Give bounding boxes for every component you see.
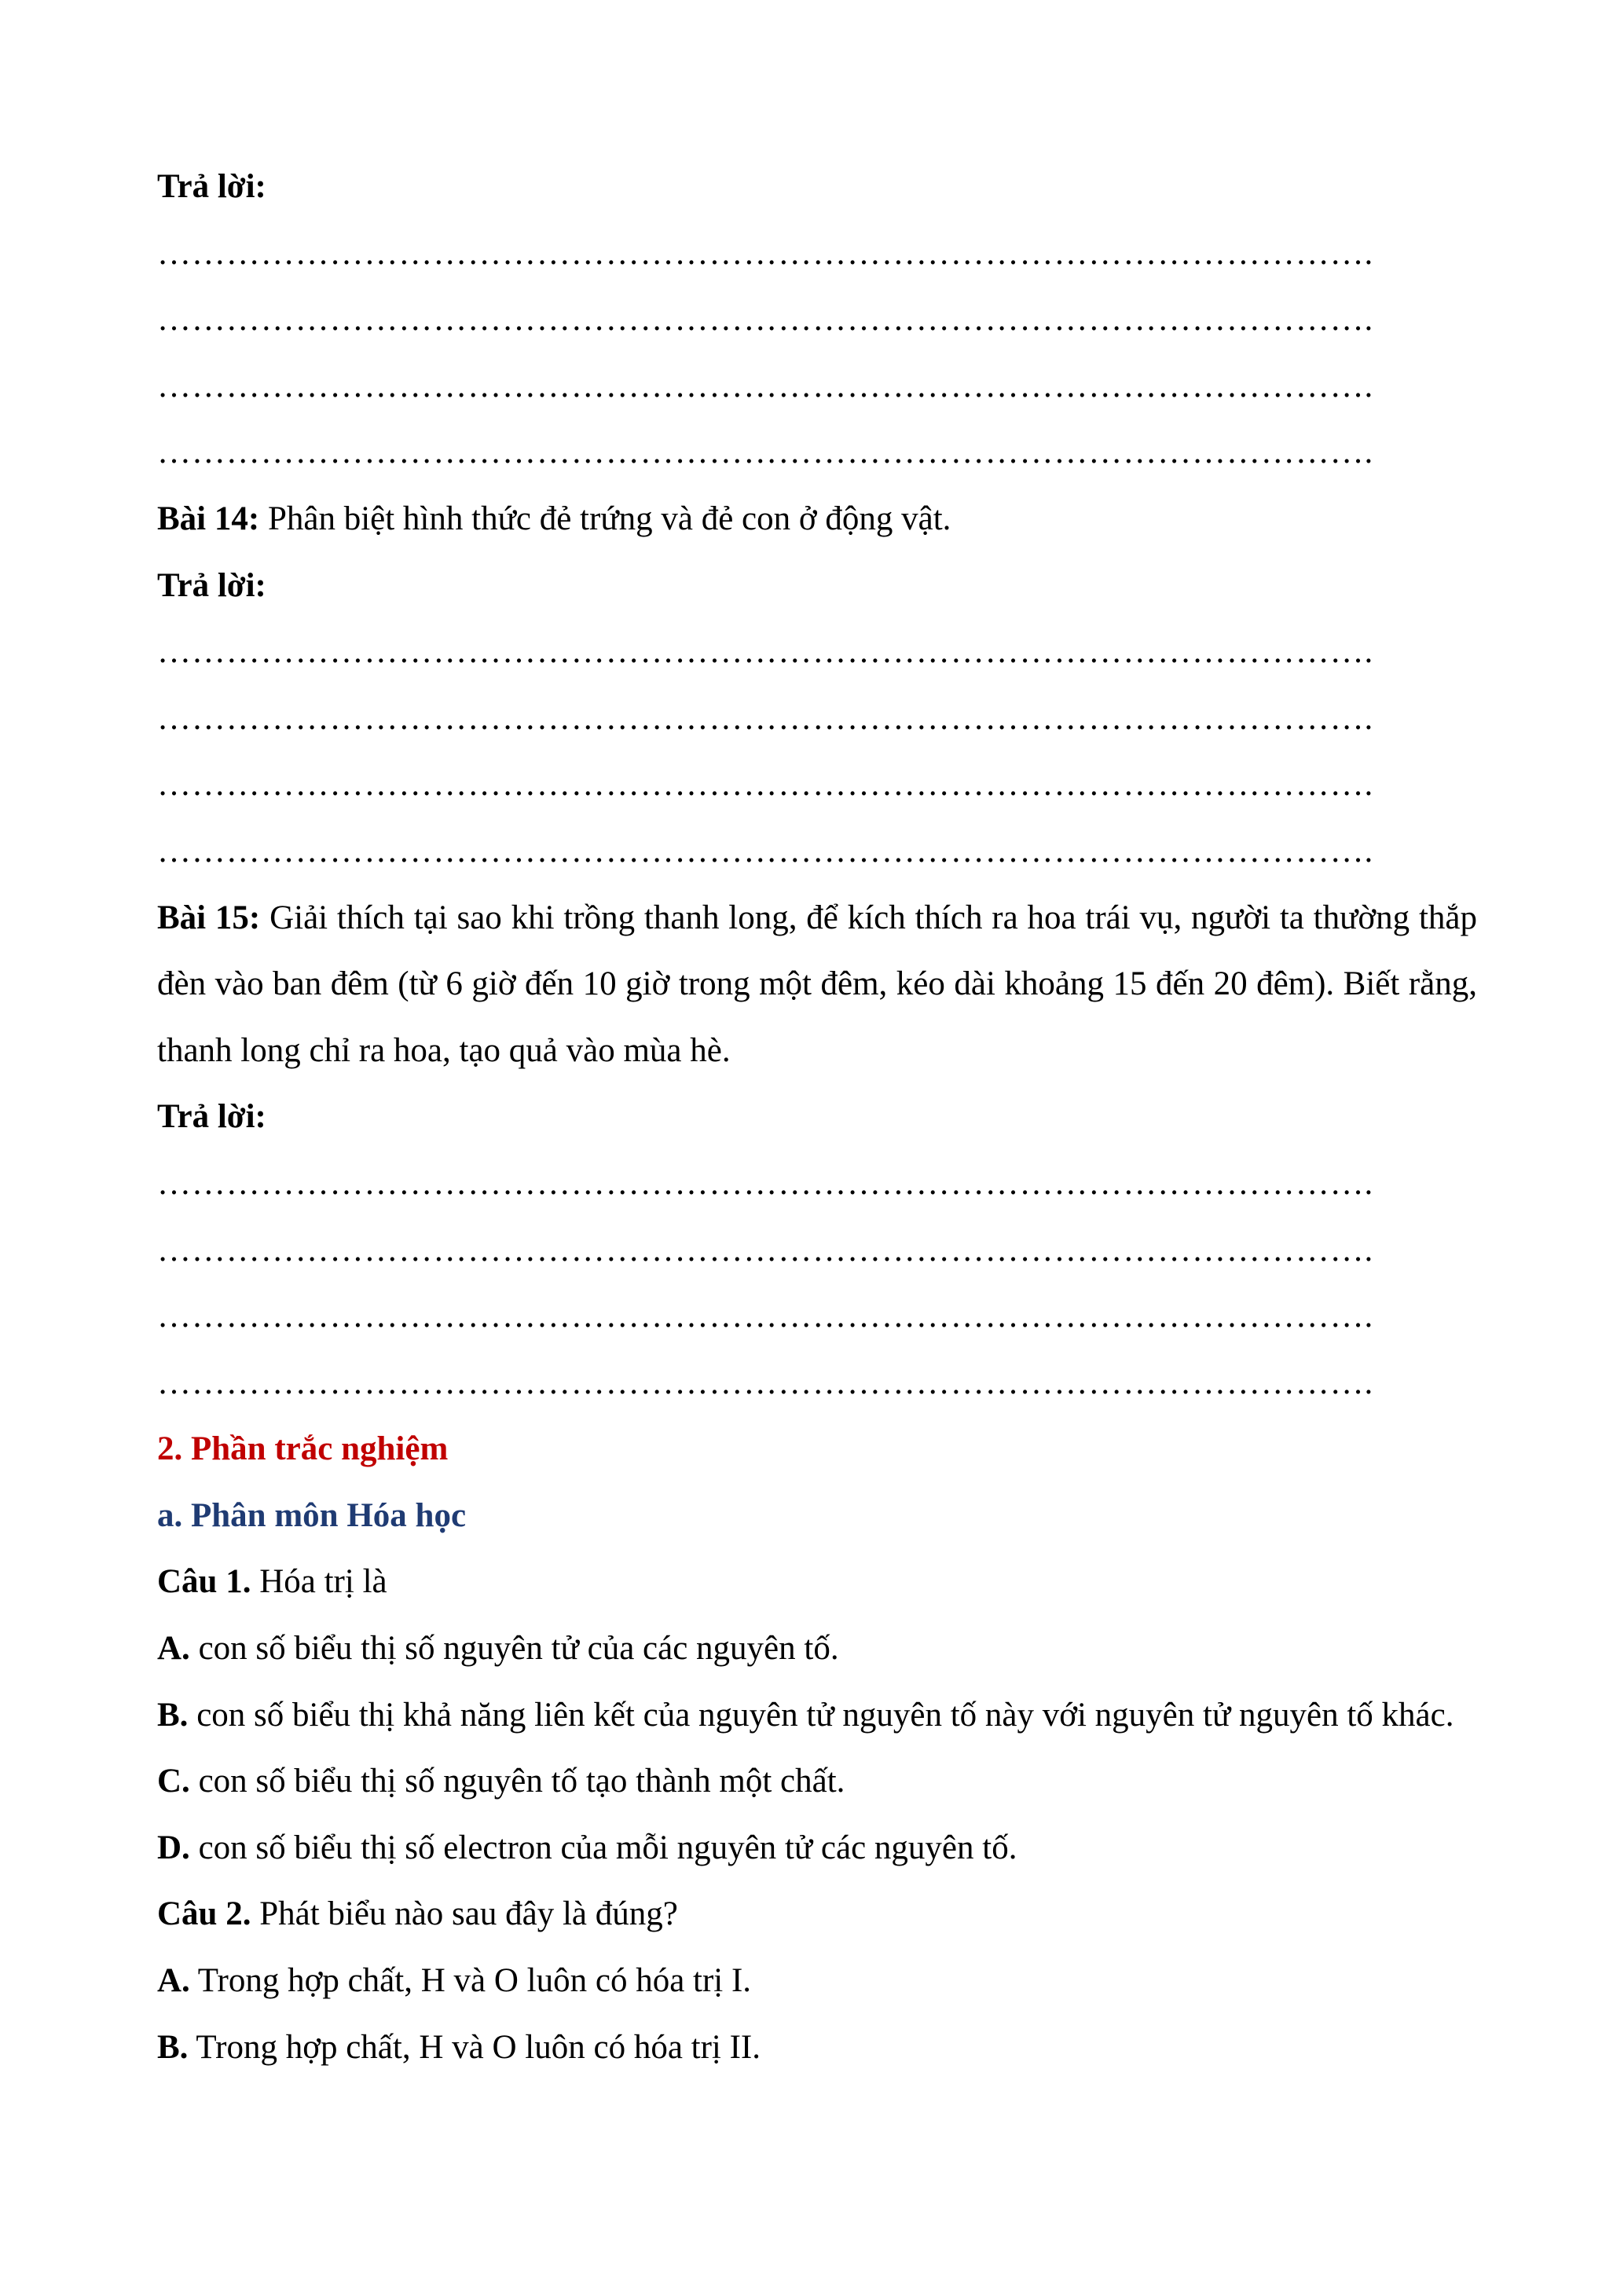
answer-line: ……………………………………………………………………………………………. (157, 301, 1374, 339)
question-14-text: Phân biệt hình thức đẻ trứng và đẻ con ở động vật. (259, 500, 951, 537)
document-page (157, 154, 1477, 2081)
section-2-title: 2. Phần trắc nghiệm (157, 1430, 449, 1468)
answer-line: ……………………………………………………………………………………………. (157, 1164, 1374, 1202)
answer-line: ……………………………………………………………………………………………. (157, 434, 1374, 471)
cau-1-option-a: A. con số biểu thị số nguyên tử của các nguyên tố. (157, 1630, 839, 1668)
question-15 (157, 885, 1477, 1085)
answer-line: ……………………………………………………………………………………………. (157, 766, 1374, 804)
cau-2-option-a: A. Trong hợp chất, H và O luôn có hóa trị I. (157, 1962, 752, 2000)
question-14-label: Bài 14: (157, 500, 260, 537)
answer-line: ……………………………………………………………………………………………. (157, 1231, 1374, 1269)
answer-line: ……………………………………………………………………………………………. (157, 367, 1374, 405)
cau-2-label: Câu 2. (157, 1895, 251, 1933)
cau-2-option-b: B. Trong hợp chất, H và O luôn có hóa trị II. (157, 2028, 761, 2066)
cau-2-text: Phát biểu nào sau đây là đúng? (251, 1895, 678, 1933)
question-cau-2 (157, 1881, 1477, 1948)
answer-line: ……………………………………………………………………………………………. (157, 1298, 1374, 1335)
answer-line: ……………………………………………………………………………………………. (157, 633, 1374, 671)
cau-1-label: Câu 1. (157, 1563, 251, 1601)
question-cau-1 (157, 1549, 1477, 1616)
question-15-label: Bài 15: (157, 899, 261, 936)
answer-label: Trả lời: (157, 566, 266, 604)
cau-1-option-c: C. con số biểu thị số nguyên tố tạo thành một chất. (157, 1763, 845, 1800)
question-15-text: Giải thích tại sao khi trồng thanh long, để kích thích ra hoa trái vụ, người ta thường thắp đèn vào ban đêm (từ 6 giờ đến 10 giờ trong một đêm, kéo dài khoảng 15 đến 20 đêm). Biết rằng, thanh long chỉ ra hoa, tạo quả vào mùa hè. (157, 899, 1478, 1069)
answer-label: Trả lời: (157, 168, 266, 205)
answer-line: ……………………………………………………………………………………………. (157, 234, 1374, 272)
question-14 (157, 486, 1477, 553)
answer-label: Trả lời: (157, 1098, 266, 1136)
cau-1-option-b: B. con số biểu thị khả năng liên kết của nguyên tử nguyên tố này với nguyên tử nguyên tố khác. (157, 1696, 1454, 1734)
answer-line: ……………………………………………………………………………………………. (157, 1364, 1374, 1401)
answer-line: ……………………………………………………………………………………………. (157, 699, 1374, 737)
answer-line: ……………………………………………………………………………………………. (157, 832, 1374, 870)
subsection-a-title: a. Phân môn Hóa học (157, 1496, 467, 1534)
cau-1-option-d: D. con số biểu thị số electron của mỗi nguyên tử các nguyên tố. (157, 1829, 1017, 1866)
cau-1-text: Hóa trị là (251, 1563, 387, 1601)
